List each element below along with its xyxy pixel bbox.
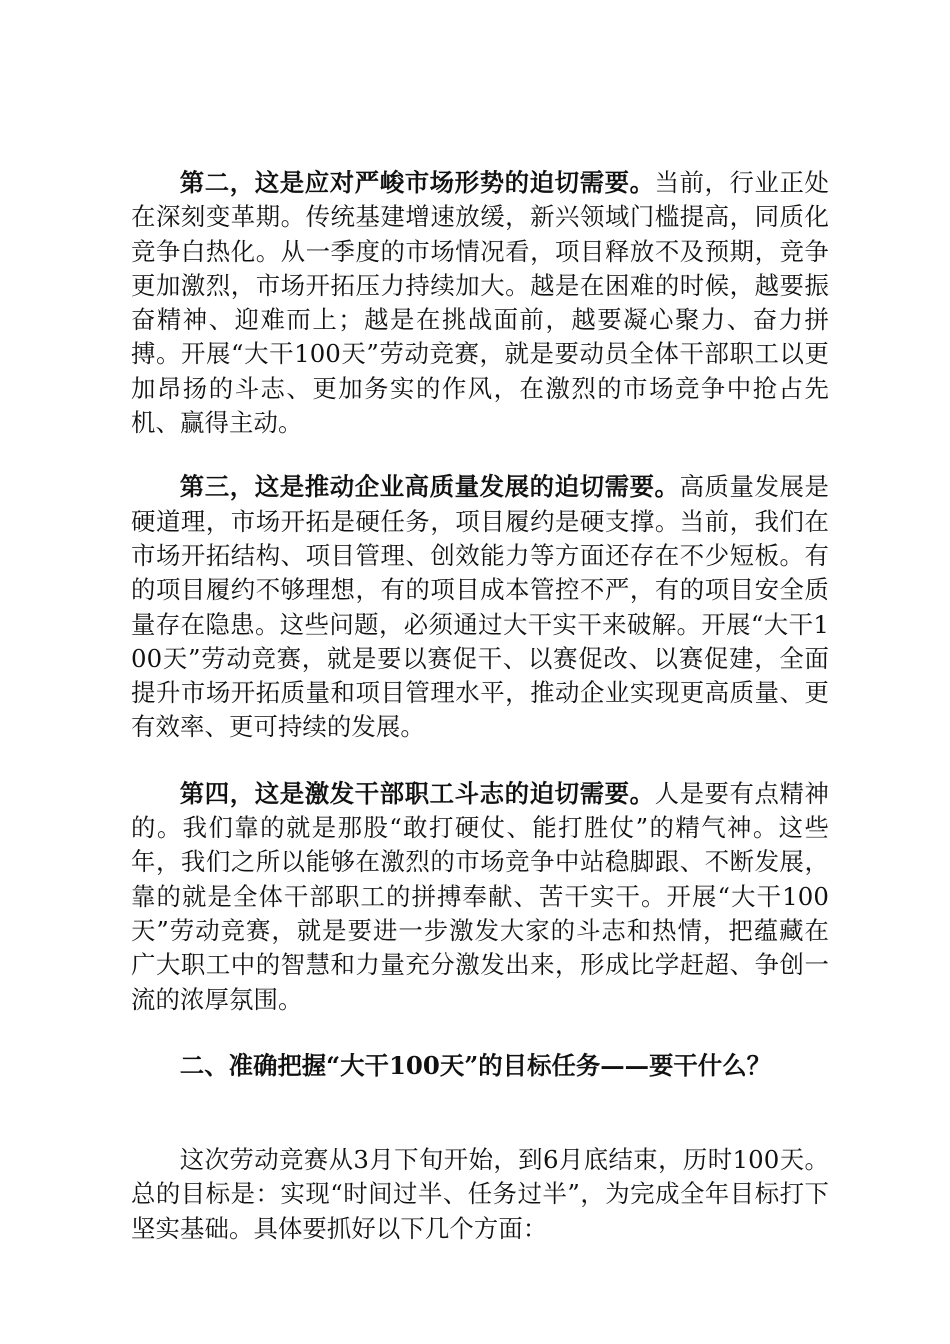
paragraph-lead-bold: 第三，这是推动企业高质量发展的迫切需要。	[179, 472, 680, 502]
paragraph-spacer	[131, 1017, 829, 1049]
section-heading: 二、准确把握“大干100天”的目标任务——要干什么？	[179, 1050, 771, 1080]
section-spacer	[131, 1083, 829, 1143]
paragraph-text: 这次劳动竞赛从3月下旬开始，到6月底结束，历时100天。总的目标是：实现“时间过半、任务过半”，为完成全年目标打下坚实基础。具体要抓好以下几个方面：	[131, 1145, 829, 1243]
paragraph-fourth-point	[131, 777, 829, 1017]
paragraph-third-point	[131, 470, 829, 744]
paragraph-second-point	[131, 166, 829, 440]
paragraph-text: 当前，行业正处在深刻变革期。传统基建增速放缓，新兴领域门槛提高，同质化竞争白热化。从一季度的市场情况看，项目释放不及预期，竞争更加激烈，市场开拓压力持续加大。越是在困难的时候，越要振奋精神、迎难而上；越是在挑战面前，越要凝心聚力、奋力拼搏。开展“大干100天”劳动竞赛，就是要动员全体干部职工以更加昂扬的斗志、更加务实的作风，在激烈的市场竞争中抢占先机、赢得主动。	[131, 168, 829, 438]
paragraph-spacer	[131, 745, 829, 777]
paragraph-spacer	[131, 440, 829, 470]
paragraph-text: 人是要有点精神的。我们靠的就是那股“敢打硬仗、能打胜仗”的精气神。这些年，我们之所以能够在激烈的市场竞争中站稳脚跟、不断发展，靠的就是全体干部职工的拼搏奉献、苦干实干。开展“大干100天”劳动竞赛，就是要进一步激发大家的斗志和热情，把蕴藏在广大职工中的智慧和力量充分激发出来，形成比学赶超、争创一流的浓厚氛围。	[131, 778, 829, 1014]
paragraph-lead-bold: 第四，这是激发干部职工斗志的迫切需要。	[179, 778, 655, 808]
paragraph-text: 高质量发展是硬道理，市场开拓是硬任务，项目履约是硬支撑。当前，我们在市场开拓结构、项目管理、创效能力等方面还存在不少短板。有的项目履约不够理想，有的项目成本管控不严，有的项目安全质量存在隐患。这些问题，必须通过大干实干来破解。开展“大干100天”劳动竞赛，就是要以赛促干、以赛促改、以赛促建，全面提升市场开拓质量和项目管理水平，推动企业实现更高质量、更有效率、更可持续的发展。	[131, 472, 829, 742]
paragraph-competition-intro	[131, 1143, 829, 1246]
document-body	[131, 166, 829, 1246]
paragraph-lead-bold: 第二，这是应对严峻市场形势的迫切需要。	[179, 168, 655, 197]
